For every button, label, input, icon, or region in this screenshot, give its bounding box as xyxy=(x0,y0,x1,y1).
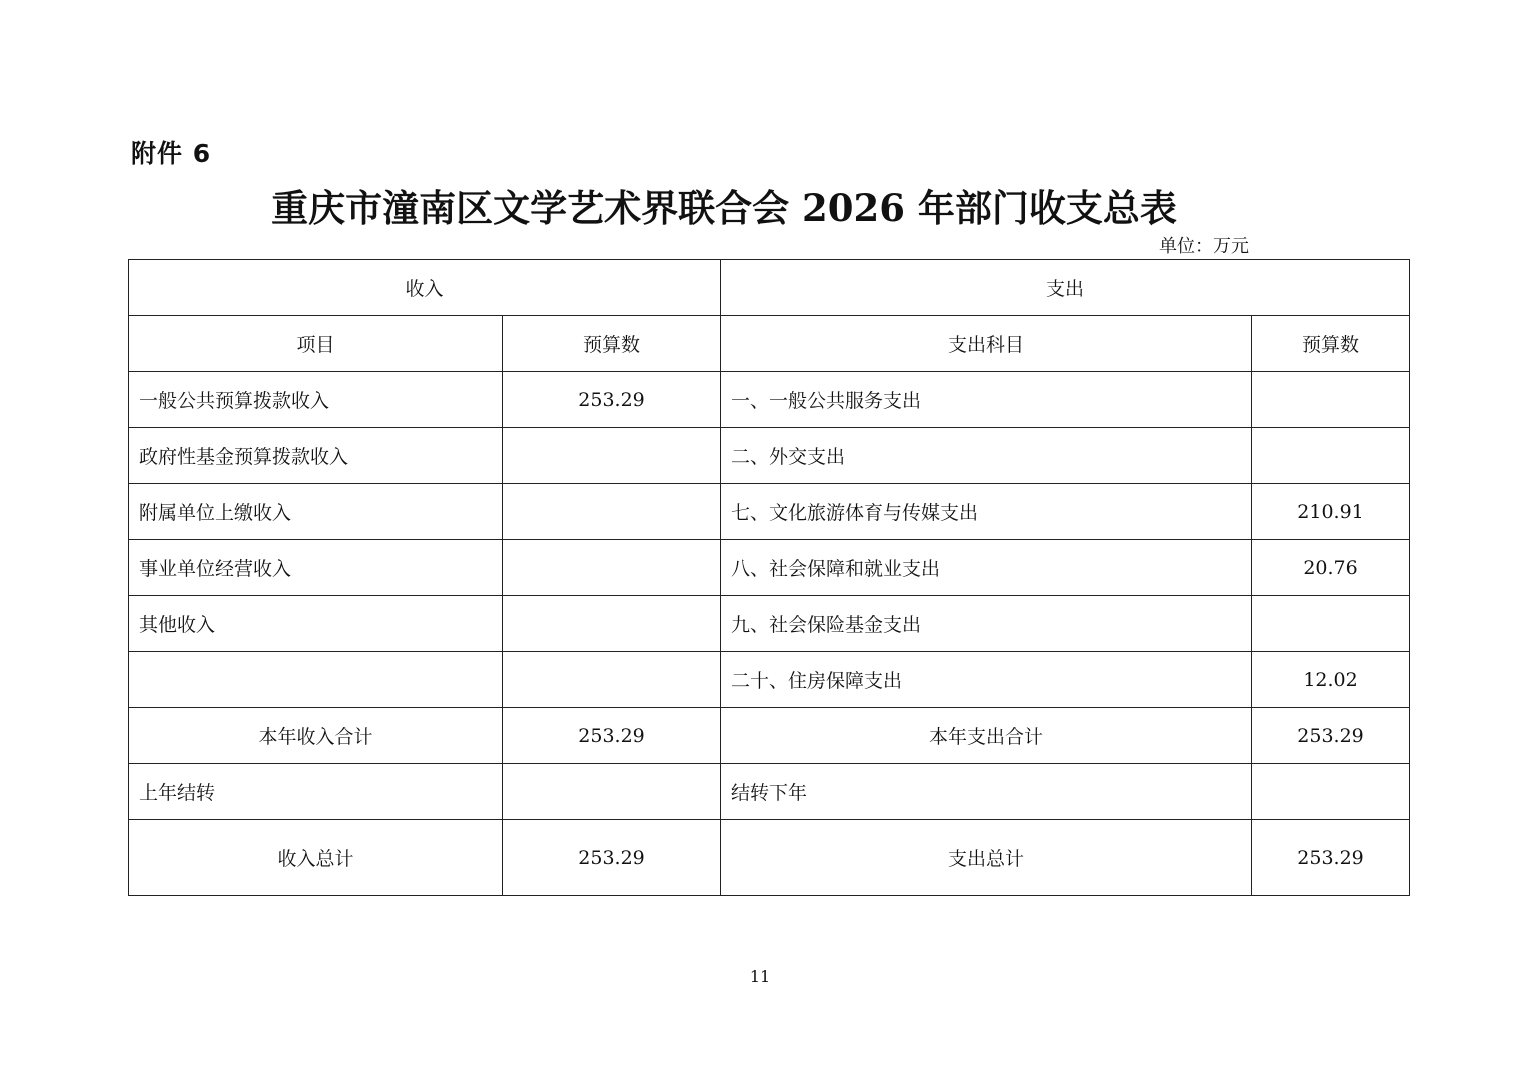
prev-carryover-label: 上年结转 xyxy=(129,764,503,820)
carryover-row xyxy=(129,764,1410,820)
table-row xyxy=(129,596,1410,652)
income-budget-cell xyxy=(503,652,721,708)
income-budget-cell xyxy=(503,428,721,484)
exp-budget-cell xyxy=(1252,596,1410,652)
table-row xyxy=(129,540,1410,596)
income-item-cell: 其他收入 xyxy=(129,596,503,652)
table-row xyxy=(129,372,1410,428)
unit-label: 单位：万元 xyxy=(1159,236,1249,257)
exp-budget-cell: 210.91 xyxy=(1252,484,1410,540)
grand-total-row xyxy=(129,820,1410,896)
table-column-header-row xyxy=(129,316,1410,372)
income-item-cell xyxy=(129,652,503,708)
exp-budget-cell xyxy=(1252,372,1410,428)
income-grand-total-value: 253.29 xyxy=(503,820,721,896)
exp-grand-total-value: 253.29 xyxy=(1252,820,1410,896)
exp-item-cell: 八、社会保障和就业支出 xyxy=(721,540,1252,596)
column-header-exp-subject: 支出科目 xyxy=(721,316,1252,372)
exp-item-cell: 二、外交支出 xyxy=(721,428,1252,484)
table-row xyxy=(129,428,1410,484)
budget-summary-table xyxy=(128,259,1410,896)
income-budget-cell xyxy=(503,596,721,652)
year-total-row xyxy=(129,708,1410,764)
exp-item-cell: 九、社会保险基金支出 xyxy=(721,596,1252,652)
year-exp-total-label: 本年支出合计 xyxy=(721,708,1252,764)
income-item-cell: 事业单位经营收入 xyxy=(129,540,503,596)
exp-budget-cell: 12.02 xyxy=(1252,652,1410,708)
exp-grand-total-label: 支出总计 xyxy=(721,820,1252,896)
year-income-total-value: 253.29 xyxy=(503,708,721,764)
income-budget-cell xyxy=(503,484,721,540)
column-header-exp-budget: 预算数 xyxy=(1252,316,1410,372)
income-grand-total-label: 收入总计 xyxy=(129,820,503,896)
page-number: 11 xyxy=(749,967,771,986)
next-carryover-value xyxy=(1252,764,1410,820)
attachment-label: 附件 6 xyxy=(131,139,212,168)
income-group-header: 收入 xyxy=(129,260,721,316)
income-item-cell: 政府性基金预算拨款收入 xyxy=(129,428,503,484)
income-budget-cell: 253.29 xyxy=(503,372,721,428)
column-header-item: 项目 xyxy=(129,316,503,372)
income-item-cell: 一般公共预算拨款收入 xyxy=(129,372,503,428)
table-row xyxy=(129,652,1410,708)
column-header-income-budget: 预算数 xyxy=(503,316,721,372)
exp-item-cell: 七、文化旅游体育与传媒支出 xyxy=(721,484,1252,540)
table-row xyxy=(129,484,1410,540)
exp-item-cell: 二十、住房保障支出 xyxy=(721,652,1252,708)
table-group-header-row xyxy=(129,260,1410,316)
year-income-total-label: 本年收入合计 xyxy=(129,708,503,764)
income-item-cell: 附属单位上缴收入 xyxy=(129,484,503,540)
next-carryover-label: 结转下年 xyxy=(721,764,1252,820)
expenditure-group-header: 支出 xyxy=(721,260,1410,316)
exp-budget-cell xyxy=(1252,428,1410,484)
page-title: 重庆市潼南区文学艺术界联合会 2026 年部门收支总表 xyxy=(271,186,1177,230)
income-budget-cell xyxy=(503,540,721,596)
exp-item-cell: 一、一般公共服务支出 xyxy=(721,372,1252,428)
prev-carryover-value xyxy=(503,764,721,820)
year-exp-total-value: 253.29 xyxy=(1252,708,1410,764)
exp-budget-cell: 20.76 xyxy=(1252,540,1410,596)
